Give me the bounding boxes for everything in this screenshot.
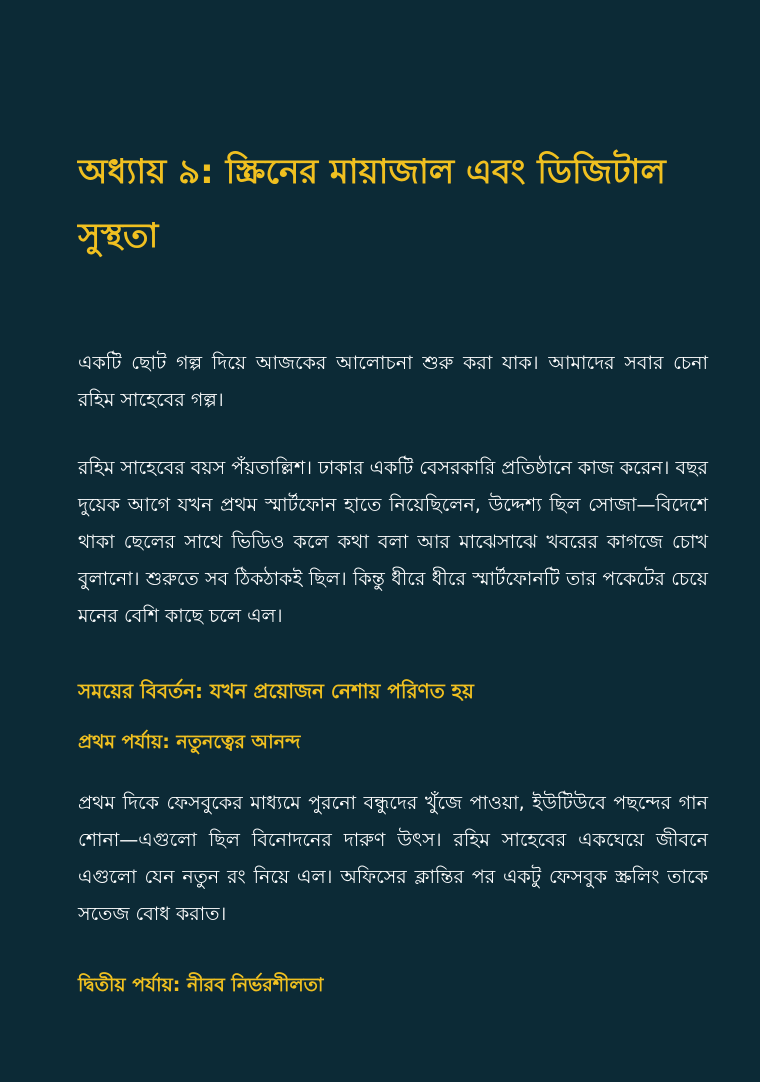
chapter-title: অধ্যায় ৯: স্ক্রিনের মায়াজাল এবং ডিজিটাল সুস্থতা — [78, 152, 666, 256]
story-paragraph: রহিম সাহেবের বয়স পঁয়তাল্লিশ। ঢাকার একটি বেসরকারি প্রতিষ্ঠানে কাজ করেন। বছর দুয়েক আগে যখন প্রথম স্মার্টফোন হাতে নিয়েছিলেন, উদ্দেশ্য ছিল সোজা—বিদেশে থাকা ছেলের সাথে ভিডিও কলে কথা বলা আর মাঝেসাঝে খবরের কাগজে চোখ বুলানো। শুরুতে সব ঠিকঠাকই ছিল। কিন্তু ধীরে ধীরে স্মার্টফোনটি তার পকেটের চেয়ে মনের বেশি কাছে চলে এল। — [78, 457, 708, 627]
intro-paragraph: একটি ছোট গল্প দিয়ে আজকের আলোচনা শুরু করা যাক। আমাদের সবার চেনা রহিম সাহেবের গল্প। — [78, 352, 708, 411]
phase-one-heading: প্রথম পর্যায়: নতুনত্বের আনন্দ — [78, 731, 301, 753]
phase-one-paragraph: প্রথম দিকে ফেসবুকের মাধ্যমে পুরনো বন্ধুদের খুঁজে পাওয়া, ইউটিউবে পছন্দের গান শোনা—এগুলো ছিল বিনোদনের দারুণ উৎস। রহিম সাহেবের একঘেয়ে জীবনে এগুলো যেন নতুন রং নিয়ে এল। অফিসের ক্লান্তির পর একটু ফেসবুক স্ক্রলিং তাকে সতেজ বোধ করাত। — [78, 792, 708, 925]
section-heading: সময়ের বিবর্তন: যখন প্রয়োজন নেশায় পরিণত হয় — [78, 679, 474, 703]
phase-two-heading: দ্বিতীয় পর্যায়: নীরব নির্ভরশীলতা — [78, 974, 324, 996]
